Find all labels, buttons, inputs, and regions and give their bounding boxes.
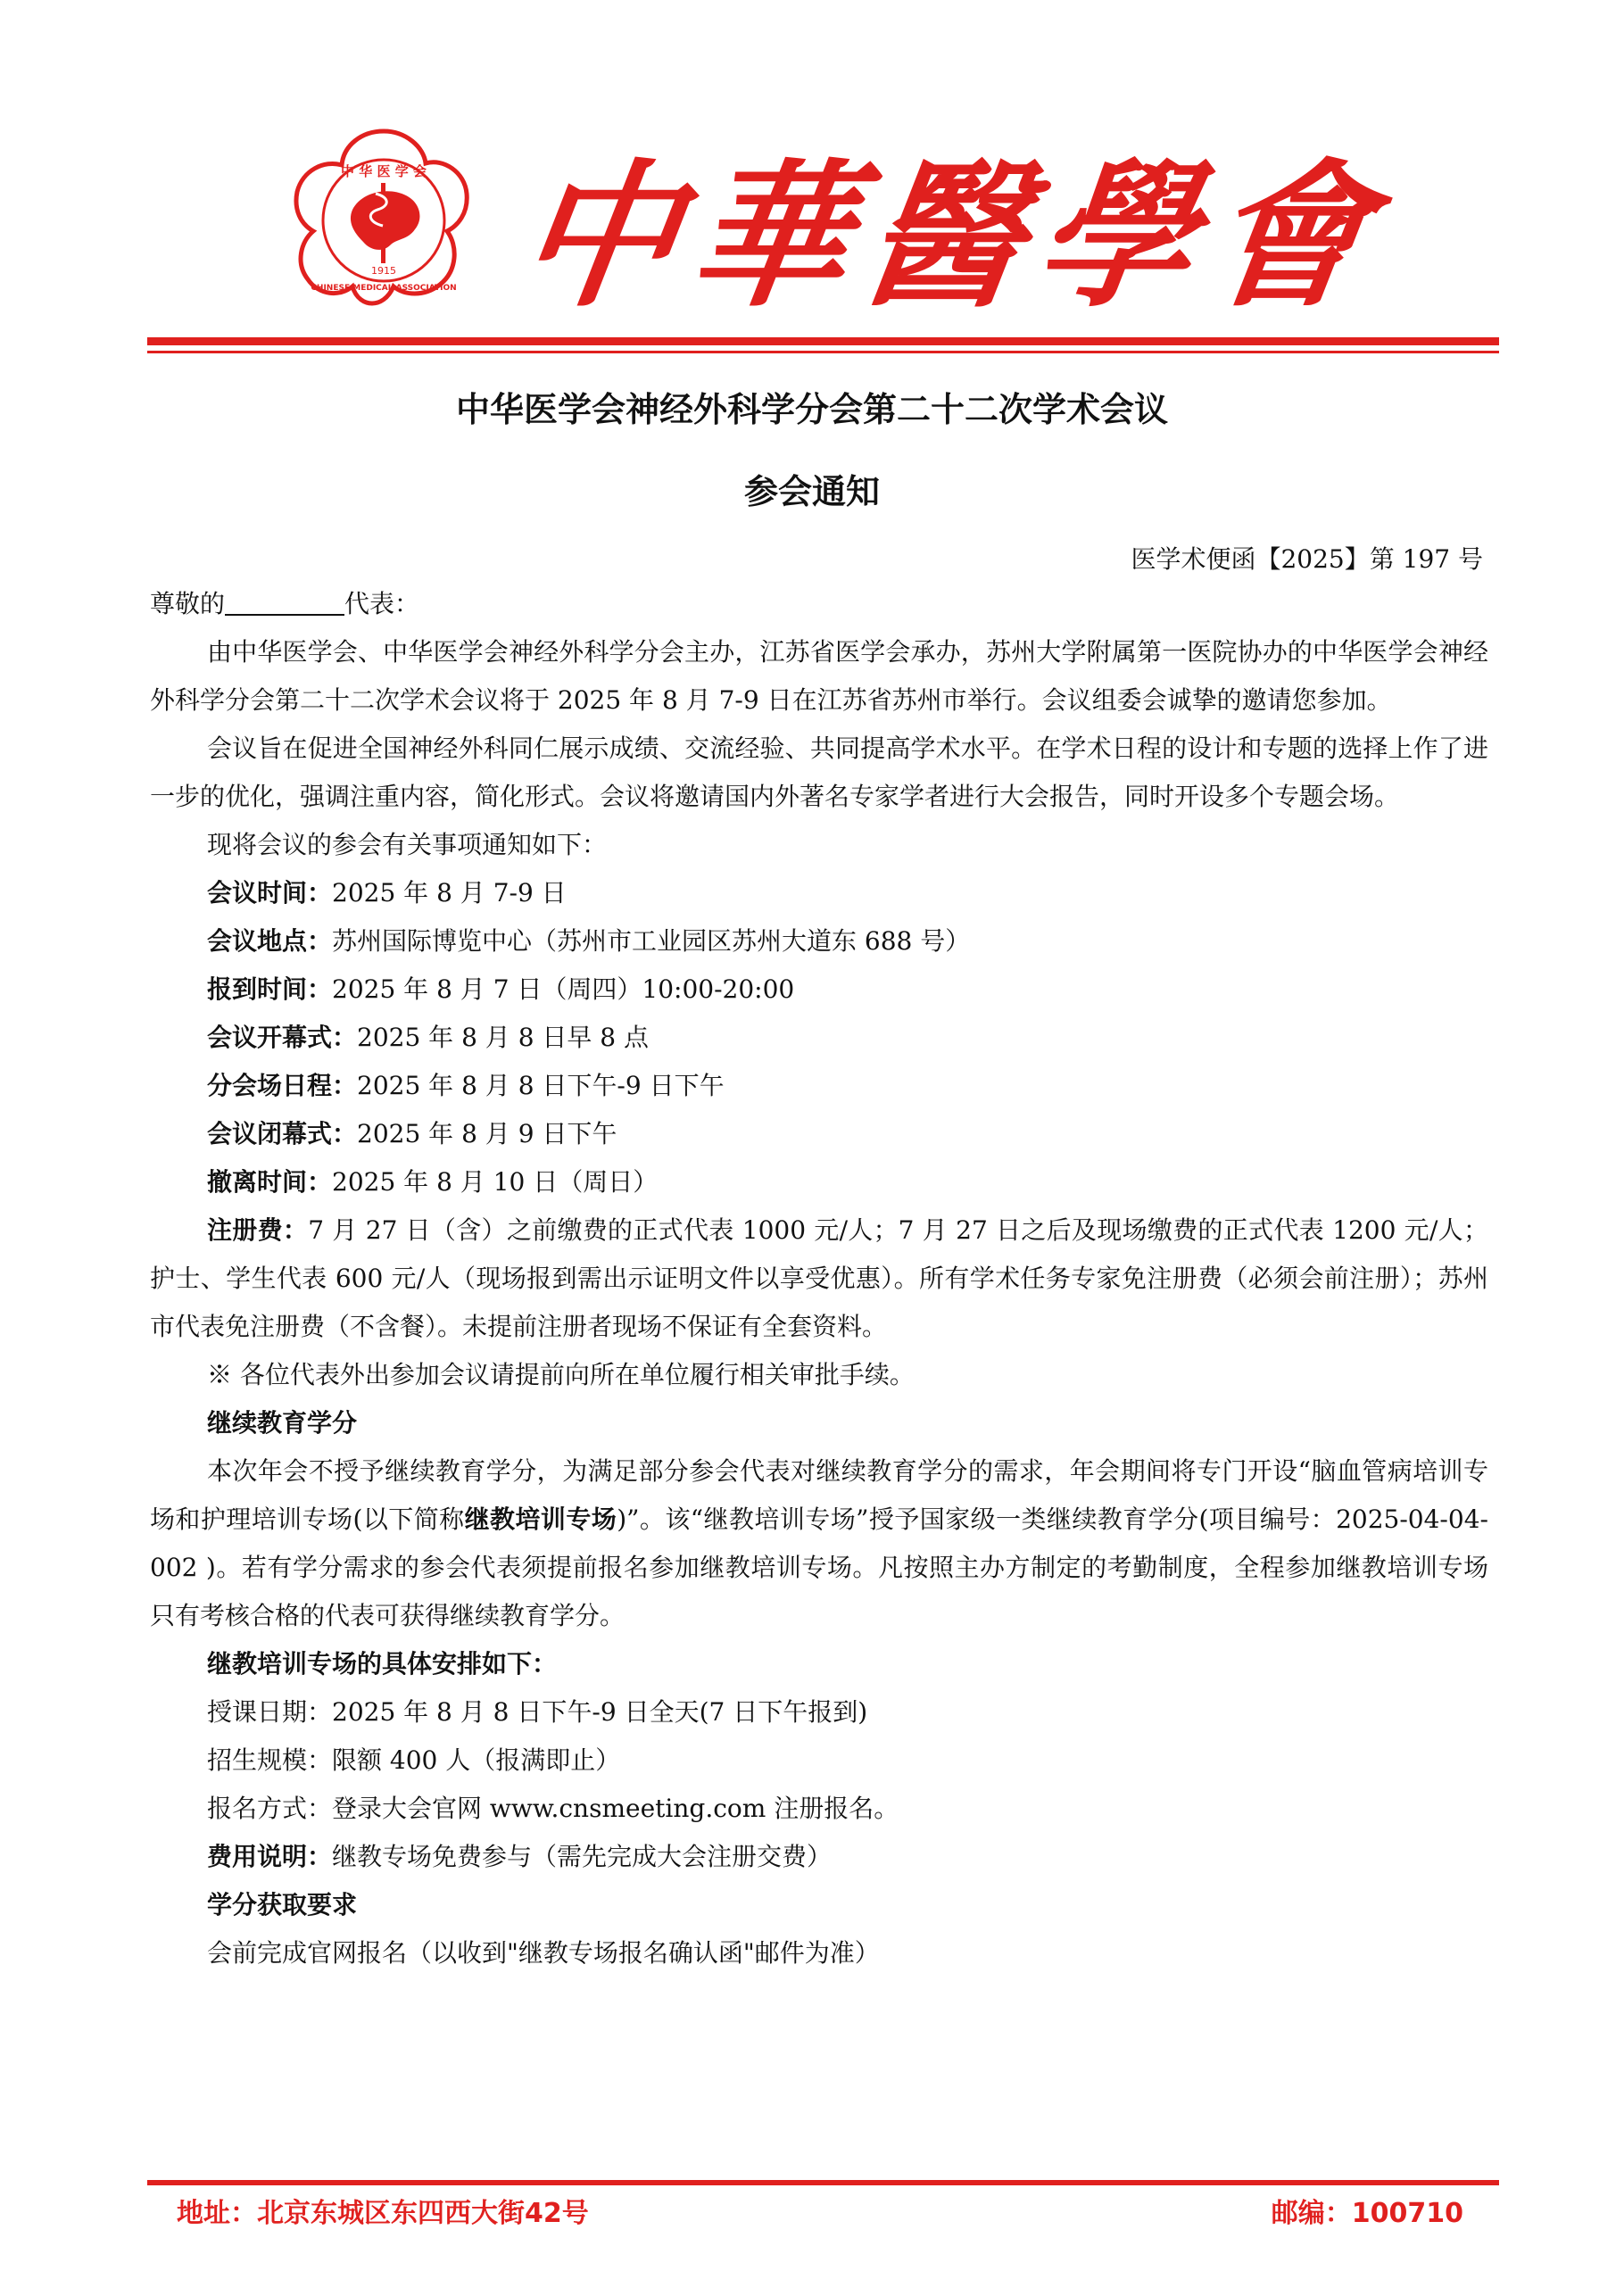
- cme-signup: 报名方式：登录大会官网 www.cnsmeeting.com 注册报名。: [207, 1794, 899, 1823]
- cme-fee: 费用说明：继教专场免费参与（需先完成大会注册交费）: [207, 1842, 833, 1871]
- notice-subtitle: 参会通知: [743, 472, 880, 511]
- notice-lead: 现将会议的参会有关事项通知如下：: [207, 830, 608, 859]
- footer-address: 地址：北京东城区东四西大街42号: [177, 2198, 589, 2229]
- org-name-char: 學: [1024, 143, 1209, 328]
- cme-arrangement-heading: 继教培训专场的具体安排如下：: [207, 1649, 558, 1678]
- cme-dates: 授课日期：2025 年 8 月 8 日下午-9 日全天(7 日下午报到): [207, 1697, 868, 1727]
- detail-closing: 会议闭幕式：2025 年 8 月 9 日下午: [207, 1119, 617, 1148]
- detail-opening: 会议开幕式：2025 年 8 月 8 日早 8 点: [207, 1023, 650, 1052]
- detail-checkin: 报到时间：2025 年 8 月 7 日（周四）10:00-20:00: [207, 974, 795, 1004]
- name-blank: [225, 587, 344, 616]
- org-name-char: 中: [507, 143, 691, 328]
- letterhead: [0, 0, 1624, 357]
- chinese-medical-association-seal-icon: [290, 120, 477, 312]
- notice-body: [150, 580, 1488, 1977]
- svg-text:CHINESE MEDICAL ASSOCIATION: CHINESE MEDICAL ASSOCIATION: [311, 284, 457, 293]
- svg-text:中 华 医 学 会: 中 华 医 学 会: [341, 163, 427, 179]
- footer-rule: [147, 2180, 1499, 2185]
- notice-title: 中华医学会神经外科学分会第二十二次学术会议: [455, 390, 1168, 429]
- organization-name: [507, 116, 1381, 330]
- salutation-suffix: 代表：: [344, 589, 420, 618]
- detail-sessions: 分会场日程：2025 年 8 月 8 日下午-9 日下午: [207, 1071, 725, 1100]
- cme-paragraph: 本次年会不授予继续教育学分，为满足部分参会代表对继续教育学分的需求，年会期间将专门开设“脑血管病培训专场和护理培训专场(以下简称继教培训专场)”。该“继教培训专场”授予国家级一类继续教育学分(项目编号：2025-04-04-002 )。若有学分需求的参会代表须提前报名参加继教培训专场。凡按照主办方制定的考勤制度，全程参加继教培训专场只有考核合格的代表可获得继续教育学分。: [150, 1456, 1488, 1630]
- detail-meeting-time: 会议时间：2025 年 8 月 7-9 日: [207, 878, 567, 908]
- cme-heading: 继续教育学分: [207, 1408, 358, 1438]
- header-rule-thick: [147, 337, 1499, 345]
- purpose-paragraph: 会议旨在促进全国神经外科同仁展示成绩、交流经验、共同提高学术水平。在学术日程的设计和专题的选择上作了进一步的优化，强调注重内容，简化形式。会议将邀请国内外著名专家学者进行大会报告，同时开设多个专题会场。: [150, 734, 1488, 811]
- org-name-char: 華: [679, 143, 864, 328]
- header-rule-thin: [147, 351, 1499, 353]
- org-name-char: 醫: [852, 143, 1036, 328]
- detail-venue: 会议地点：苏州国际博览中心（苏州市工业园区苏州大道东 688 号）: [207, 926, 971, 956]
- intro-paragraph: 由中华医学会、中华医学会神经外科学分会主办，江苏省医学会承办，苏州大学附属第一医院协办的中华医学会神经外科学分会第二十二次学术会议将于 2025 年 8 月 7-9 日在江苏省苏州市举行。会议组委会诚挚的邀请您参加。: [150, 637, 1488, 715]
- credit-heading: 学分获取要求: [207, 1890, 358, 1919]
- detail-fee: 注册费：7 月 27 日（含）之前缴费的正式代表 1000 元/人；7 月 27 日之后及现场缴费的正式代表 1200 元/人；护士、学生代表 600 元/人（现场报到需出示证明文件以享受优惠）。所有学术任务专家免注册费（必须会前注册）；苏州市代表免注册费（不含餐）。未提前注册者现场不保证有全套资料。: [150, 1215, 1488, 1341]
- credit-requirement: 会前完成官网报名（以收到"继教专场报名确认函"邮件为准）: [207, 1938, 880, 1968]
- svg-text:1915: 1915: [371, 265, 396, 277]
- document-number: 医学术便函【2025】第 197 号: [1131, 544, 1483, 574]
- footer-postcode: 邮编：100710: [1271, 2198, 1463, 2229]
- salutation: [150, 580, 1488, 628]
- org-name-char: 會: [1197, 143, 1381, 328]
- approval-note: ※ 各位代表外出参加会议请提前向所在单位履行相关审批手续。: [207, 1360, 915, 1389]
- detail-departure: 撤离时间：2025 年 8 月 10 日（周日）: [207, 1167, 659, 1197]
- cme-scale: 招生规模：限额 400 人（报满即止）: [207, 1745, 621, 1775]
- salutation-prefix: 尊敬的: [150, 589, 226, 618]
